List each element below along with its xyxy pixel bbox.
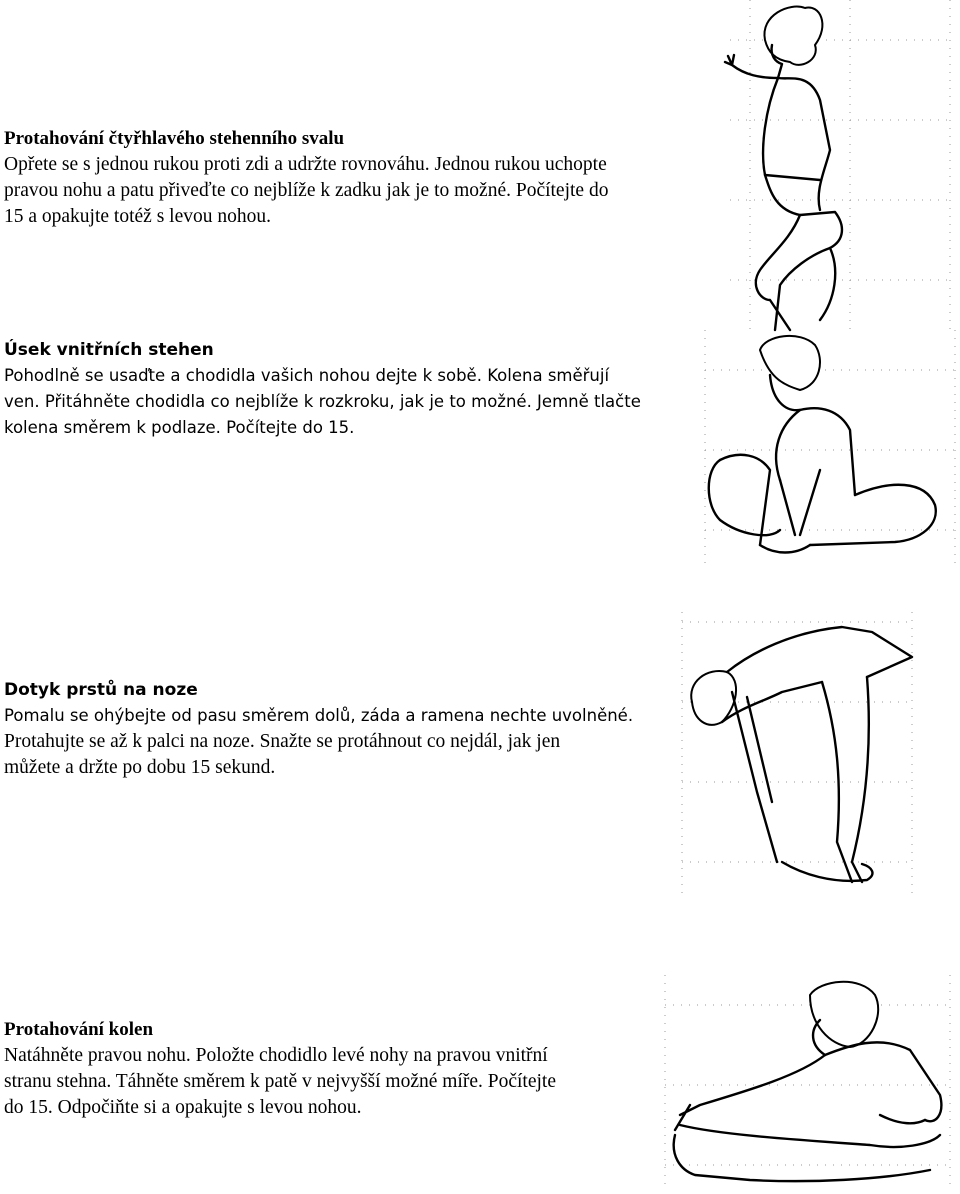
exercise-title: Úsek vnitřních stehen: [4, 340, 214, 360]
standing-quad-stretch-figure: [720, 0, 960, 332]
exercise-title: Dotyk prstů na noze: [4, 680, 198, 700]
exercise-section-knee: [4, 1017, 556, 1121]
exercise-line: Natáhněte pravou nohu. Položte chodidlo levé nohy na pravou vnitřní: [4, 1045, 548, 1066]
exercise-line: Pomalu se ohýbejte od pasu směrem dolů, záda a ramena nechte uvolněné.: [4, 706, 634, 725]
exercise-section-inner-thigh: [4, 337, 641, 441]
exercise-line: stranu stehna. Táhněte směrem k patě v nejvyšší možné míře. Počítejte: [4, 1071, 556, 1092]
exercise-line: Pohodlně se usaďte a chodidla vašich nohou dejte k sobě. Kolena směřují: [4, 366, 610, 385]
standing-toe-touch-figure: [672, 612, 922, 902]
exercise-line: Protahujte se až k palci na noze. Snažte se protáhnout co nejdál, jak jen: [4, 731, 561, 752]
exercise-title: Protahování kolen: [4, 1019, 154, 1040]
exercise-section-quad: [4, 126, 608, 230]
exercise-line: do 15. Odpočiňte si a opakujte s levou nohou.: [4, 1097, 362, 1118]
exercise-line: můžete a držte po dobu 15 sekund.: [4, 757, 276, 778]
exercise-line: pravou nohu a patu přiveďte co nejblíže k zadku jak je to možné. Počítejte do: [4, 180, 609, 201]
exercise-line: kolena směrem k podlaze. Počítejte do 15.: [4, 418, 355, 437]
seated-butterfly-stretch-figure: [700, 330, 960, 575]
exercise-section-toe-touch: [4, 677, 633, 781]
exercise-line: 15 a opakujte totéž s levou nohou.: [4, 206, 271, 227]
seated-hamstring-stretch-figure: [660, 975, 955, 1190]
exercise-title: Protahování čtyřhlavého stehenního svalu: [4, 128, 345, 149]
exercise-line: ven. Přitáhněte chodidla co nejblíže k rozkroku, jak je to možné. Jemně tlačte: [4, 392, 641, 411]
exercise-line: Opřete se s jednou rukou proti zdi a udržte rovnováhu. Jednou rukou uchopte: [4, 154, 607, 175]
